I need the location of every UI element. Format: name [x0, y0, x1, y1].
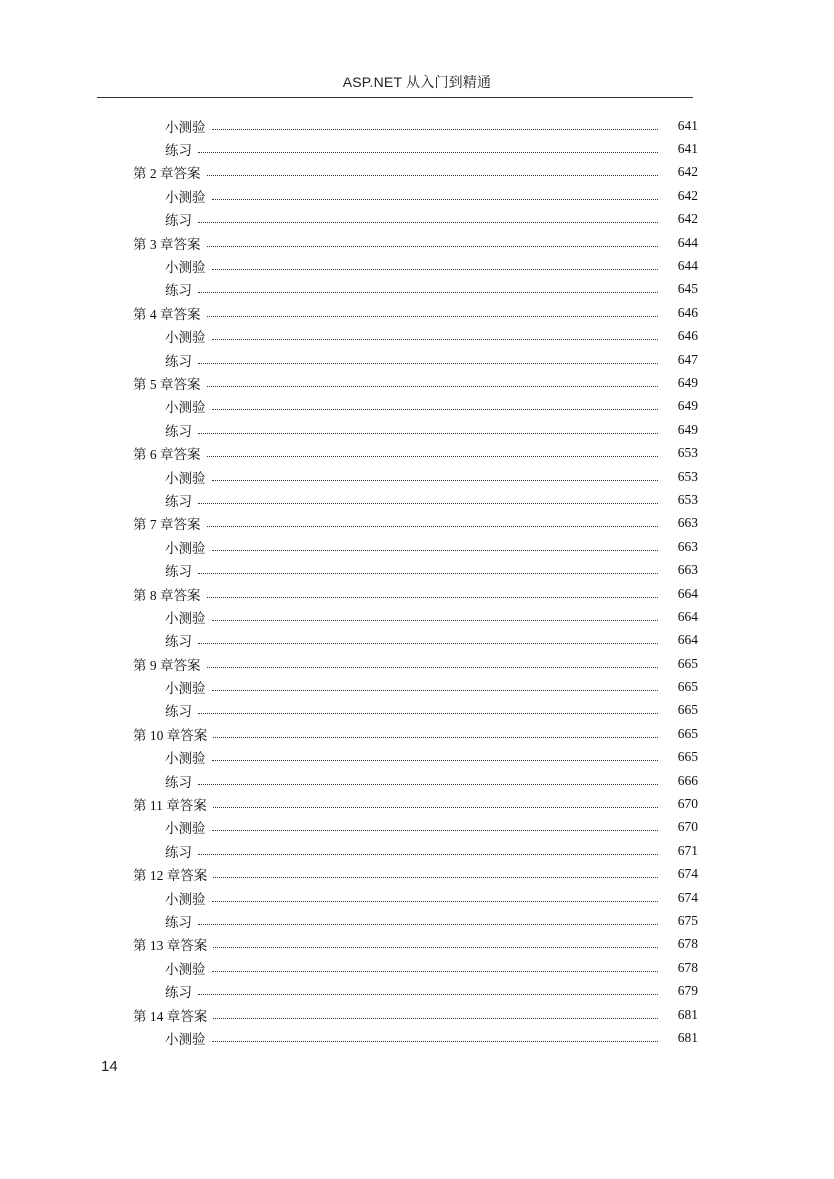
toc-chapter-entry[interactable]: [0, 371, 834, 394]
toc-dot-leader: [198, 432, 658, 434]
toc-entry-page: 649: [677, 398, 698, 414]
toc-dot-leader: [213, 1017, 658, 1019]
toc-entry-label: 小测验: [165, 1031, 206, 1047]
toc-entry-label: 练习: [165, 844, 192, 860]
toc-entry-label: 小测验: [165, 119, 206, 135]
toc-section-entry[interactable]: [0, 114, 834, 137]
table-of-contents: [0, 114, 834, 1050]
toc-entry-label: 练习: [165, 423, 192, 439]
toc-entry-label: 练习: [165, 353, 192, 369]
toc-dot-leader: [207, 596, 659, 598]
toc-dot-leader: [198, 572, 658, 574]
toc-entry-label: 小测验: [165, 681, 206, 697]
toc-entry-page: 671: [677, 842, 698, 858]
toc-section-entry[interactable]: [0, 558, 834, 581]
toc-entry-page: 665: [677, 749, 698, 765]
toc-dot-leader: [212, 1040, 659, 1042]
toc-section-entry[interactable]: [0, 675, 834, 698]
toc-entry-label: 小测验: [165, 961, 206, 977]
toc-entry-page: 664: [677, 632, 698, 648]
toc-entry-page: 653: [677, 491, 698, 507]
toc-section-entry[interactable]: [0, 816, 834, 839]
toc-entry-label: 小测验: [165, 400, 206, 416]
toc-entry-label: 第 5 章答案: [133, 376, 201, 392]
toc-dot-leader: [207, 245, 659, 247]
toc-entry-page: 678: [677, 936, 698, 952]
toc-entry-label: 小测验: [165, 330, 206, 346]
toc-section-entry[interactable]: [0, 465, 834, 488]
toc-entry-label: 小测验: [165, 821, 206, 837]
toc-entry-page: 647: [677, 351, 698, 367]
toc-dot-leader: [212, 479, 659, 481]
toc-entry-label: 第 14 章答案: [133, 1008, 208, 1024]
toc-chapter-entry[interactable]: [0, 512, 834, 535]
toc-dot-leader: [207, 666, 659, 668]
toc-entry-page: 641: [677, 117, 698, 133]
toc-entry-label: 小测验: [165, 891, 206, 907]
toc-dot-leader: [198, 502, 658, 504]
toc-dot-leader: [212, 338, 659, 340]
toc-chapter-entry[interactable]: [0, 933, 834, 956]
toc-entry-page: 665: [677, 725, 698, 741]
toc-entry-label: 小测验: [165, 610, 206, 626]
toc-entry-page: 646: [677, 328, 698, 344]
toc-entry-page: 674: [677, 866, 698, 882]
toc-dot-leader: [212, 128, 659, 130]
toc-entry-page: 649: [677, 421, 698, 437]
toc-entry-page: 670: [677, 819, 698, 835]
page-number: 14: [101, 1058, 118, 1075]
toc-dot-leader: [198, 993, 658, 995]
toc-section-entry[interactable]: [0, 348, 834, 371]
toc-section-entry[interactable]: [0, 909, 834, 932]
toc-entry-label: 练习: [165, 283, 192, 299]
toc-chapter-entry[interactable]: [0, 231, 834, 254]
toc-dot-leader: [198, 712, 658, 714]
toc-dot-leader: [212, 268, 659, 270]
toc-section-entry[interactable]: [0, 535, 834, 558]
toc-entry-label: 练习: [165, 774, 192, 790]
running-header-title: ASP.NET 从入门到精通: [342, 74, 492, 90]
toc-entry-page: 642: [677, 187, 698, 203]
toc-entry-label: 第 2 章答案: [133, 166, 201, 182]
toc-dot-leader: [198, 923, 658, 925]
toc-entry-page: 653: [677, 445, 698, 461]
toc-entry-label: 练习: [165, 985, 192, 1001]
toc-section-entry[interactable]: [0, 956, 834, 979]
toc-section-entry[interactable]: [0, 979, 834, 1002]
toc-dot-leader: [213, 876, 658, 878]
toc-chapter-entry[interactable]: [0, 441, 834, 464]
toc-entry-label: 小测验: [165, 470, 206, 486]
toc-section-entry[interactable]: [0, 699, 834, 722]
toc-section-entry[interactable]: [0, 278, 834, 301]
toc-entry-label: 第 6 章答案: [133, 447, 201, 463]
toc-dot-leader: [213, 946, 658, 948]
toc-section-entry[interactable]: [0, 886, 834, 909]
toc-entry-page: 663: [677, 515, 698, 531]
toc-chapter-entry[interactable]: [0, 301, 834, 324]
toc-entry-label: 小测验: [165, 260, 206, 276]
toc-dot-leader: [213, 736, 658, 738]
toc-section-entry[interactable]: [0, 184, 834, 207]
toc-dot-leader: [207, 315, 659, 317]
toc-dot-leader: [198, 291, 658, 293]
toc-entry-label: 第 11 章答案: [133, 798, 207, 814]
toc-entry-page: 670: [677, 796, 698, 812]
toc-dot-leader: [212, 970, 659, 972]
toc-entry-page: 642: [677, 211, 698, 227]
toc-entry-label: 第 12 章答案: [133, 868, 208, 884]
toc-entry-label: 第 3 章答案: [133, 236, 201, 252]
toc-chapter-entry[interactable]: [0, 722, 834, 745]
toc-dot-leader: [207, 525, 659, 527]
toc-entry-page: 664: [677, 585, 698, 601]
header-rule: [97, 97, 693, 98]
toc-chapter-entry[interactable]: [0, 161, 834, 184]
toc-dot-leader: [212, 408, 659, 410]
toc-entry-page: 665: [677, 679, 698, 695]
toc-dot-leader: [212, 759, 659, 761]
toc-dot-leader: [207, 455, 659, 457]
toc-entry-label: 练习: [165, 213, 192, 229]
toc-entry-label: 第 10 章答案: [133, 727, 208, 743]
toc-entry-page: 653: [677, 468, 698, 484]
toc-dot-leader: [198, 642, 658, 644]
toc-entry-page: 644: [677, 258, 698, 274]
toc-dot-leader: [198, 362, 658, 364]
toc-section-entry[interactable]: [0, 488, 834, 511]
toc-dot-leader: [212, 689, 659, 691]
toc-chapter-entry[interactable]: [0, 863, 834, 886]
toc-entry-page: 649: [677, 374, 698, 390]
toc-entry-page: 678: [677, 959, 698, 975]
toc-entry-label: 练习: [165, 634, 192, 650]
toc-entry-label: 练习: [165, 704, 192, 720]
toc-section-entry[interactable]: [0, 629, 834, 652]
toc-entry-page: 666: [677, 772, 698, 788]
toc-dot-leader: [198, 853, 658, 855]
toc-section-entry[interactable]: [0, 605, 834, 628]
toc-dot-leader: [207, 174, 659, 176]
toc-section-entry[interactable]: [0, 839, 834, 862]
toc-chapter-entry[interactable]: [0, 582, 834, 605]
toc-entry-page: 641: [677, 141, 698, 157]
toc-chapter-entry[interactable]: [0, 652, 834, 675]
toc-section-entry[interactable]: [0, 769, 834, 792]
toc-dot-leader: [198, 151, 658, 153]
toc-entry-label: 第 13 章答案: [133, 938, 208, 954]
toc-entry-page: 663: [677, 562, 698, 578]
toc-chapter-entry[interactable]: [0, 792, 834, 815]
toc-dot-leader: [212, 900, 659, 902]
toc-entry-page: 679: [677, 983, 698, 999]
toc-entry-page: 663: [677, 538, 698, 554]
toc-entry-label: 第 7 章答案: [133, 517, 201, 533]
toc-entry-page: 664: [677, 608, 698, 624]
toc-entry-label: 练习: [165, 564, 192, 580]
toc-entry-page: 674: [677, 889, 698, 905]
toc-dot-leader: [212, 198, 659, 200]
toc-dot-leader: [198, 783, 658, 785]
toc-entry-label: 小测验: [165, 751, 206, 767]
toc-entry-label: 练习: [165, 143, 192, 159]
toc-entry-page: 646: [677, 304, 698, 320]
toc-entry-label: 第 8 章答案: [133, 587, 201, 603]
toc-entry-page: 681: [677, 1006, 698, 1022]
toc-entry-label: 小测验: [165, 189, 206, 205]
toc-entry-label: 小测验: [165, 540, 206, 556]
toc-entry-page: 675: [677, 912, 698, 928]
toc-dot-leader: [212, 549, 659, 551]
toc-section-entry[interactable]: [0, 254, 834, 277]
toc-dot-leader: [213, 806, 658, 808]
toc-section-entry[interactable]: [0, 746, 834, 769]
toc-section-entry[interactable]: [0, 208, 834, 231]
toc-section-entry[interactable]: [0, 1026, 834, 1049]
toc-dot-leader: [207, 385, 659, 387]
toc-entry-page: 665: [677, 702, 698, 718]
toc-entry-label: 练习: [165, 493, 192, 509]
toc-entry-page: 645: [677, 281, 698, 297]
toc-section-entry[interactable]: [0, 325, 834, 348]
toc-entry-label: 练习: [165, 914, 192, 930]
toc-chapter-entry[interactable]: [0, 1003, 834, 1026]
toc-section-entry[interactable]: [0, 418, 834, 441]
toc-entry-page: 665: [677, 655, 698, 671]
toc-section-entry[interactable]: [0, 137, 834, 160]
toc-section-entry[interactable]: [0, 395, 834, 418]
toc-dot-leader: [198, 221, 658, 223]
toc-dot-leader: [212, 619, 659, 621]
toc-entry-label: 第 9 章答案: [133, 657, 201, 673]
toc-entry-label: 第 4 章答案: [133, 306, 201, 322]
toc-dot-leader: [212, 829, 659, 831]
toc-entry-page: 681: [677, 1029, 698, 1045]
toc-entry-page: 642: [677, 164, 698, 180]
toc-entry-page: 644: [677, 234, 698, 250]
